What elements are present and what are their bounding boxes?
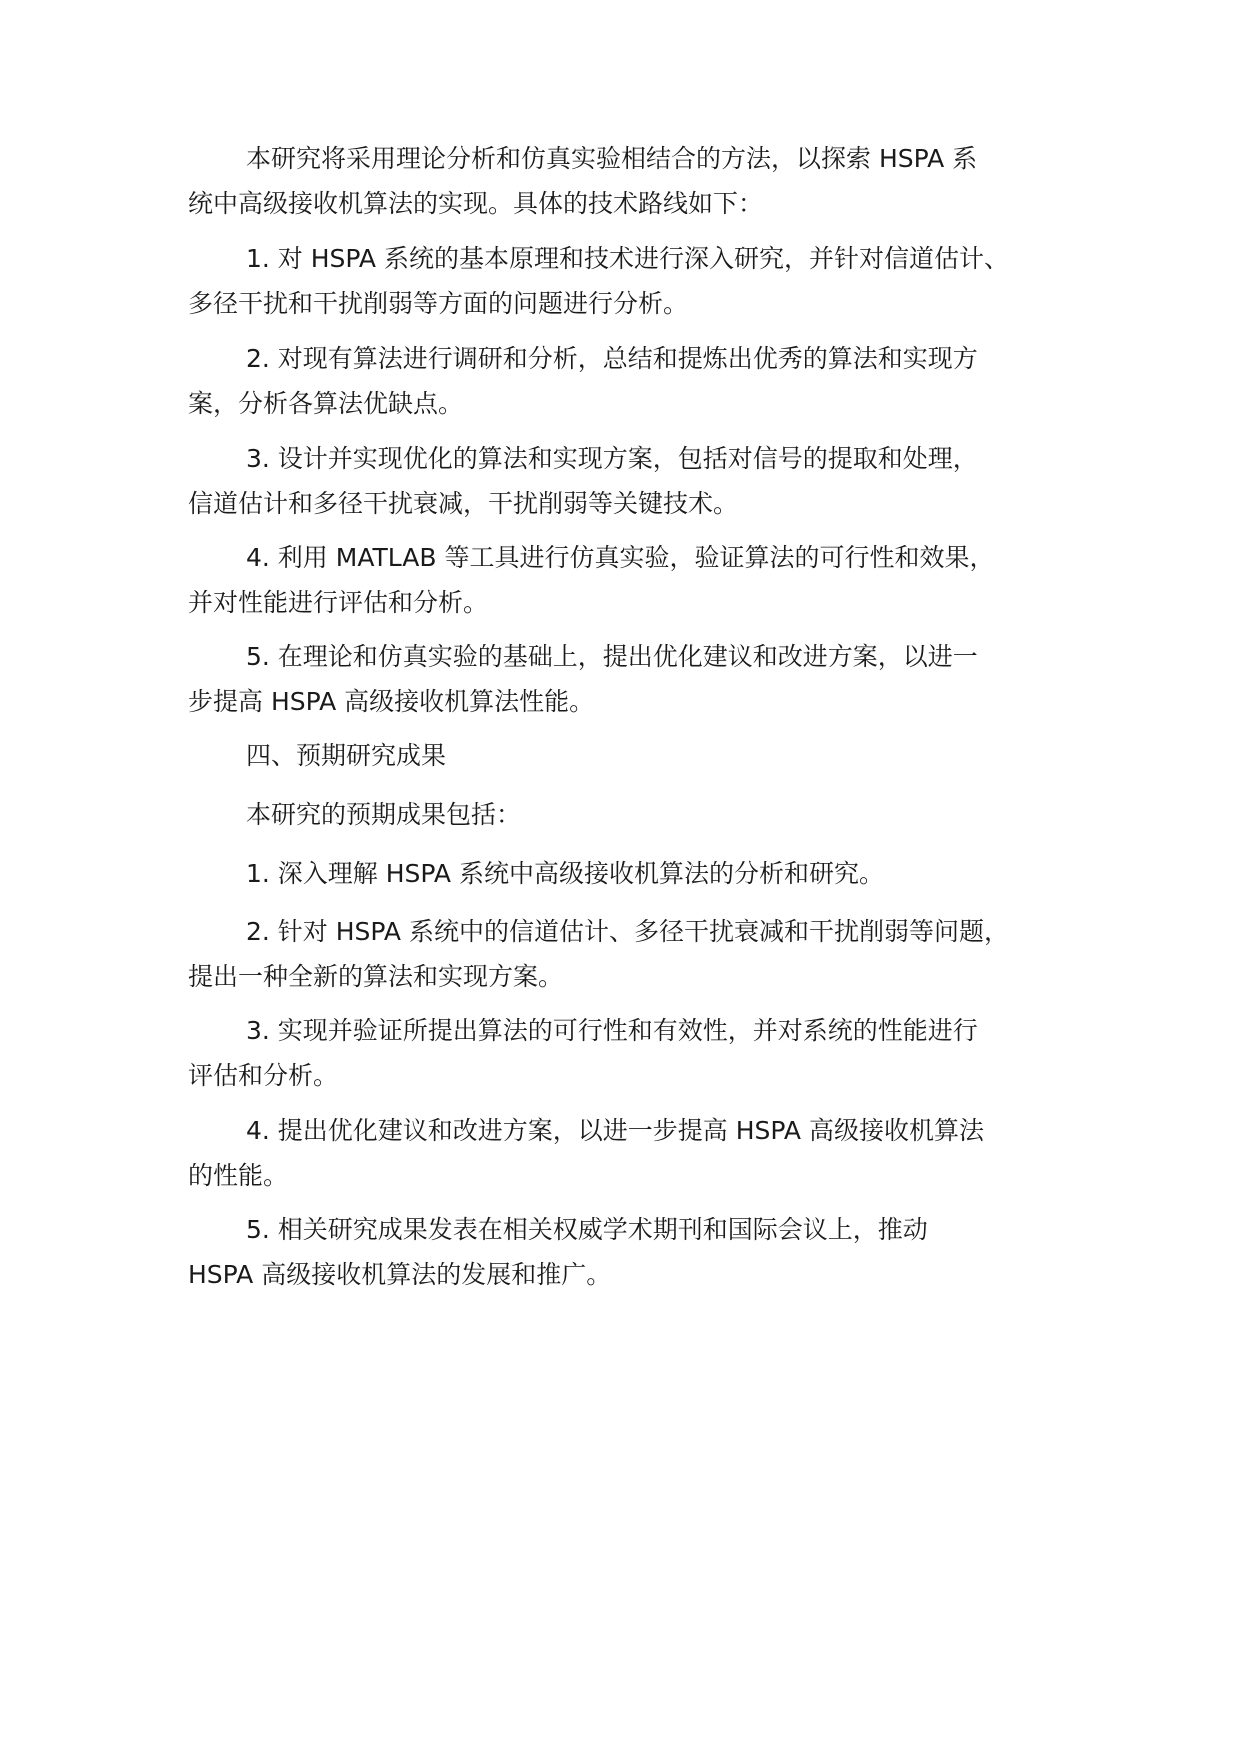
paragraph-line: 的性能。 xyxy=(188,1161,289,1190)
paragraph-line: 3. 设计并实现优化的算法和实现方案，包括对信号的提取和处理， xyxy=(246,444,978,473)
paragraph-line: 本研究将采用理论分析和仿真实验相结合的方法，以探索 HSPA 系 xyxy=(246,144,978,173)
paragraph-line: 5. 相关研究成果发表在相关权威学术期刊和国际会议上，推动 xyxy=(246,1215,928,1244)
paragraph-line: 3. 实现并验证所提出算法的可行性和有效性，并对系统的性能进行 xyxy=(246,1016,978,1045)
route-item-2 xyxy=(188,336,1088,426)
paragraph-line: 统中高级接收机算法的实现。具体的技术路线如下： xyxy=(188,189,764,218)
paragraph-line: 步提高 HSPA 高级接收机算法性能。 xyxy=(188,687,595,716)
paragraph-line: 1. 对 HSPA 系统的基本原理和技术进行深入研究，并针对信道估计、 xyxy=(246,244,1009,273)
paragraph-line: 并对性能进行评估和分析。 xyxy=(188,588,489,617)
paragraph-line: 2. 对现有算法进行调研和分析，总结和提炼出优秀的算法和实现方 xyxy=(246,344,978,373)
paragraph-line: 4. 提出优化建议和改进方案，以进一步提高 HSPA 高级接收机算法 xyxy=(246,1116,984,1145)
paragraph-line: 4. 利用 MATLAB 等工具进行仿真实验，验证算法的可行性和效果， xyxy=(246,543,995,572)
paragraph-line: 提出一种全新的算法和实现方案。 xyxy=(188,962,564,991)
section-heading xyxy=(188,733,1088,778)
result-item-1 xyxy=(188,851,1088,896)
paragraph-line: 5. 在理论和仿真实验的基础上，提出优化建议和改进方案，以进一 xyxy=(246,642,978,671)
paragraph-line: 1. 深入理解 HSPA 系统中高级接收机算法的分析和研究。 xyxy=(246,859,884,888)
paragraph-line: 信道估计和多径干扰衰减，干扰削弱等关键技术。 xyxy=(188,489,739,518)
paragraph-line: 多径干扰和干扰削弱等方面的问题进行分析。 xyxy=(188,289,689,318)
route-item-5 xyxy=(188,634,1088,724)
intro-paragraph xyxy=(188,136,1088,226)
route-item-3 xyxy=(188,436,1088,526)
paragraph-line: HSPA 高级接收机算法的发展和推广。 xyxy=(188,1260,612,1289)
results-intro xyxy=(188,792,1088,837)
paragraph-line: 案，分析各算法优缺点。 xyxy=(188,389,464,418)
section-title: 四、预期研究成果 xyxy=(246,741,447,770)
result-item-4 xyxy=(188,1108,1088,1198)
route-item-1 xyxy=(188,236,1088,326)
result-item-2 xyxy=(188,909,1088,999)
result-item-3 xyxy=(188,1008,1088,1098)
paragraph-line: 本研究的预期成果包括： xyxy=(246,800,522,829)
paragraph-line: 2. 针对 HSPA 系统中的信道估计、多径干扰衰减和干扰削弱等问题， xyxy=(246,917,1009,946)
route-item-4 xyxy=(188,535,1088,625)
paragraph-line: 评估和分析。 xyxy=(188,1061,339,1090)
result-item-5 xyxy=(188,1207,1088,1297)
